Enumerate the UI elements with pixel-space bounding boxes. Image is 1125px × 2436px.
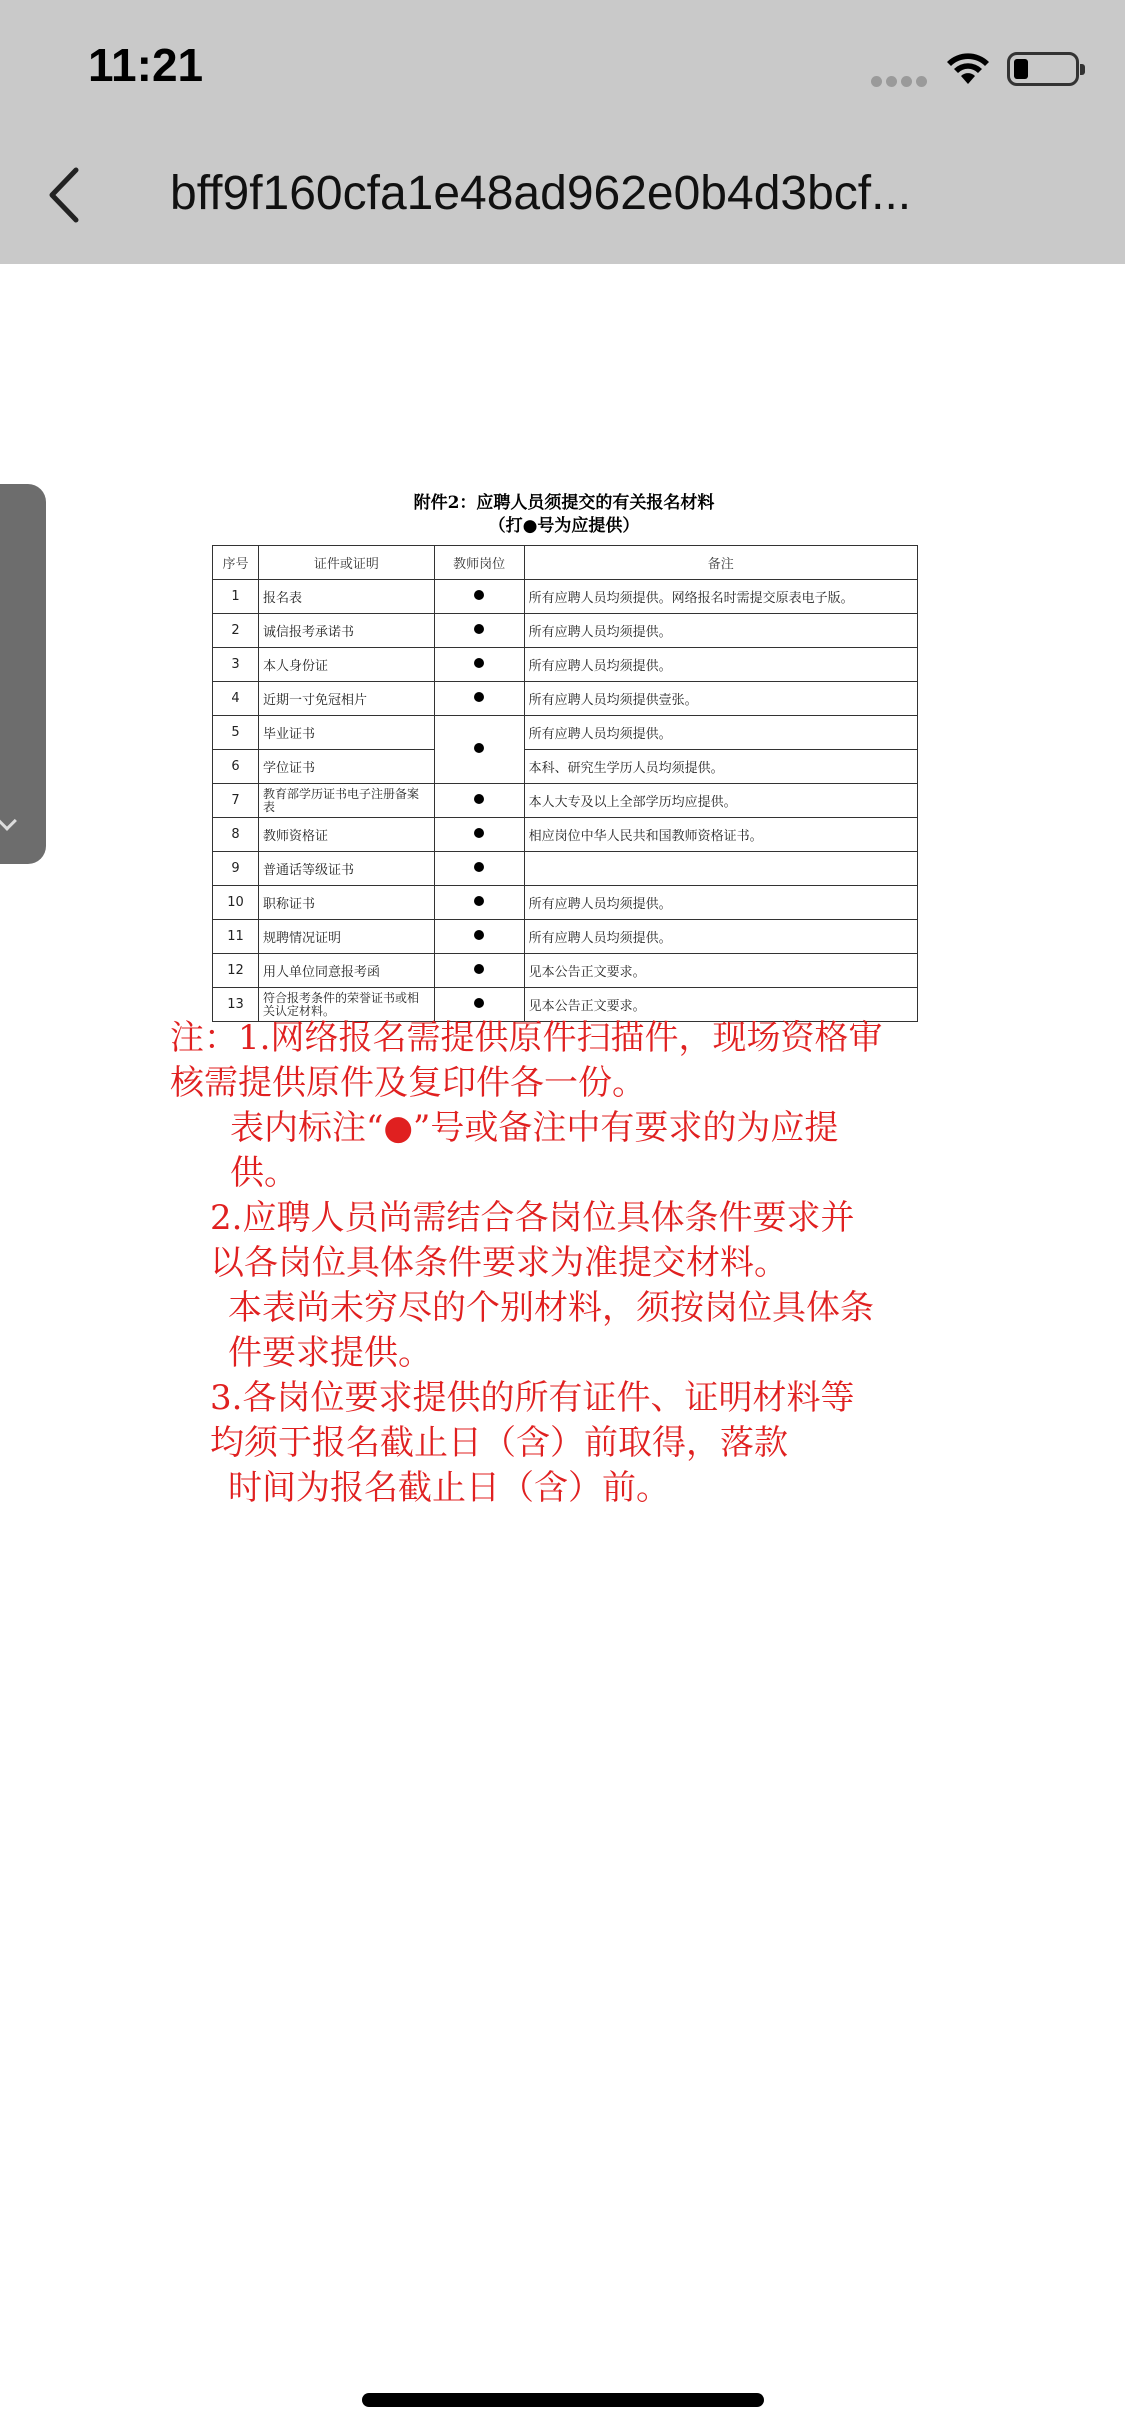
table-row	[213, 648, 918, 682]
bullet-dot-icon	[474, 930, 484, 940]
note-line: 核需提供原件及复印件各一份。	[170, 1063, 646, 1103]
header-teacher: 教师岗位	[434, 546, 524, 580]
table-row	[213, 784, 918, 818]
signal-dots-icon	[871, 76, 929, 88]
row-no: 12	[213, 954, 259, 988]
row-note: 见本公告正文要求。	[524, 954, 917, 988]
bullet-dot-icon	[474, 658, 484, 668]
document-title: bff9f160cfa1e48ad962e0b4d3bcf...	[170, 167, 912, 220]
row-dot	[434, 954, 524, 988]
row-name: 教育部学历证书电子注册备案表	[258, 784, 434, 818]
bullet-dot-icon	[474, 590, 484, 600]
row-name: 教师资格证	[258, 818, 434, 852]
table-row	[213, 818, 918, 852]
row-no: 5	[213, 716, 259, 750]
row-note: 本科、研究生学历人员均须提供。	[524, 750, 917, 784]
row-note: 所有应聘人员均须提供。	[524, 716, 917, 750]
bullet-dot-icon	[474, 692, 484, 702]
note-line: 本表尚未穷尽的个别材料，须按岗位具体条	[228, 1288, 874, 1328]
note-line: 均须于报名截止日（含）前取得，落款	[210, 1423, 788, 1463]
row-dot	[434, 818, 524, 852]
note-line: 表内标注“●”号或备注中有要求的为应提	[230, 1108, 839, 1148]
status-icons	[849, 48, 1079, 88]
row-name: 毕业证书	[258, 716, 434, 750]
row-note: 相应岗位中华人民共和国教师资格证书。	[524, 818, 917, 852]
table-header-row	[213, 546, 918, 580]
row-name: 符合报考条件的荣誉证书或相关认定材料。	[258, 988, 434, 1022]
notes-section	[170, 1016, 970, 1511]
row-no: 10	[213, 886, 259, 920]
row-dot	[434, 682, 524, 716]
row-name: 职称证书	[258, 886, 434, 920]
bullet-dot-icon	[474, 964, 484, 974]
wifi-icon	[945, 50, 991, 86]
row-dot	[434, 648, 524, 682]
bullet-dot-icon	[474, 743, 484, 753]
table-row	[213, 852, 918, 886]
row-note: 所有应聘人员均须提供壹张。	[524, 682, 917, 716]
battery-icon	[1007, 52, 1079, 86]
header-note: 备注	[524, 546, 917, 580]
note-line: 以各岗位具体条件要求为准提交材料。	[210, 1243, 788, 1283]
table-row	[213, 750, 918, 784]
row-note: 所有应聘人员均须提供。	[524, 920, 917, 954]
bullet-dot-icon	[474, 998, 484, 1008]
row-no: 2	[213, 614, 259, 648]
row-note: 本人大专及以上全部学历均应提供。	[524, 784, 917, 818]
row-no: 11	[213, 920, 259, 954]
row-name: 本人身份证	[258, 648, 434, 682]
note-line: 供。	[230, 1153, 298, 1193]
row-dot	[434, 920, 524, 954]
bullet-dot-icon	[474, 862, 484, 872]
bullet-dot-icon	[474, 624, 484, 634]
row-no: 8	[213, 818, 259, 852]
annex-title-line2: （打●号为应提供）	[488, 516, 640, 536]
note-line: 时间为报名截止日（含）前。	[228, 1468, 670, 1508]
row-no: 3	[213, 648, 259, 682]
row-name: 诚信报考承诺书	[258, 614, 434, 648]
note-line: 2.应聘人员尚需结合各岗位具体条件要求并	[210, 1198, 855, 1238]
home-indicator[interactable]	[362, 2393, 764, 2407]
table-row	[213, 716, 918, 750]
row-dot	[434, 852, 524, 886]
table-row	[213, 580, 918, 614]
row-dot	[434, 614, 524, 648]
row-name: 普通话等级证书	[258, 852, 434, 886]
row-no: 6	[213, 750, 259, 784]
bullet-dot-icon	[474, 828, 484, 838]
row-no: 7	[213, 784, 259, 818]
side-drawer-handle[interactable]	[0, 484, 46, 864]
row-no: 13	[213, 988, 259, 1022]
table-row	[213, 682, 918, 716]
row-note: 所有应聘人员均须提供。	[524, 886, 917, 920]
row-no: 9	[213, 852, 259, 886]
row-name: 用人单位同意报考函	[258, 954, 434, 988]
row-no: 1	[213, 580, 259, 614]
header-no: 序号	[213, 546, 259, 580]
header-name: 证件或证明	[258, 546, 434, 580]
note-line: 件要求提供。	[228, 1333, 432, 1373]
materials-table	[212, 545, 918, 1022]
row-no: 4	[213, 682, 259, 716]
row-note: 所有应聘人员均须提供。网络报名时需提交原表电子版。	[524, 580, 917, 614]
note-line: 3.各岗位要求提供的所有证件、证明材料等	[210, 1378, 855, 1418]
row-dot	[434, 784, 524, 818]
row-name: 近期一寸免冠相片	[258, 682, 434, 716]
row-note	[524, 852, 917, 886]
row-note: 所有应聘人员均须提供。	[524, 648, 917, 682]
row-note: 见本公告正文要求。	[524, 988, 917, 1022]
table-row	[213, 954, 918, 988]
row-note: 所有应聘人员均须提供。	[524, 614, 917, 648]
collapse-icon	[0, 811, 17, 831]
row-name: 学位证书	[258, 750, 434, 784]
row-dot	[434, 716, 524, 784]
annex-title-line1: 附件2：应聘人员须提交的有关报名材料	[413, 493, 715, 513]
table-row	[213, 920, 918, 954]
row-dot	[434, 580, 524, 614]
table-row	[213, 886, 918, 920]
annex-title	[212, 492, 916, 538]
back-chevron-icon[interactable]	[40, 160, 90, 230]
top-bar	[0, 0, 1125, 264]
row-name: 规聘情况证明	[258, 920, 434, 954]
row-name: 报名表	[258, 580, 434, 614]
note-line: 注：1.网络报名需提供原件扫描件，现场资格审	[170, 1018, 883, 1058]
bullet-dot-icon	[474, 794, 484, 804]
status-time: 11:21	[88, 39, 204, 91]
row-dot	[434, 886, 524, 920]
table-row	[213, 614, 918, 648]
bullet-dot-icon	[474, 896, 484, 906]
